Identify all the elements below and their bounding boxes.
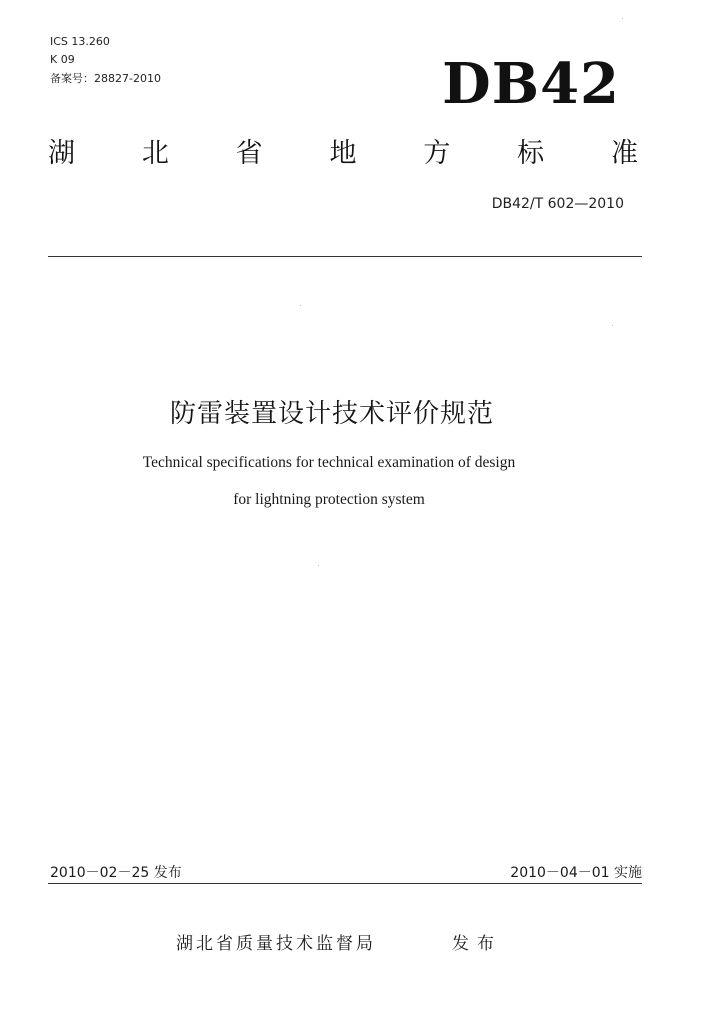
standard-type-char: 湖 bbox=[48, 138, 75, 169]
top-divider bbox=[48, 256, 642, 257]
standard-type-char: 准 bbox=[610, 138, 638, 169]
record-number: 备案号：28827-2010 bbox=[50, 72, 161, 85]
publish-label: 发布 bbox=[452, 934, 502, 954]
scan-speck bbox=[622, 18, 623, 19]
standard-type-char: 省 bbox=[235, 138, 263, 169]
ics-code: ICS 13.260 bbox=[50, 35, 110, 48]
standard-type-char: 地 bbox=[329, 138, 357, 169]
document-title-chinese: 防雷装置设计技术评价规范 bbox=[169, 399, 494, 429]
scan-speck bbox=[318, 565, 319, 566]
standard-number: DB42/T 602—2010 bbox=[491, 196, 624, 212]
standard-type-heading bbox=[48, 137, 638, 171]
bottom-divider bbox=[48, 883, 642, 884]
issue-date: 2010－02－25 发布 bbox=[50, 865, 182, 881]
db42-logo: DB42 bbox=[442, 51, 620, 117]
scan-speck bbox=[612, 325, 613, 326]
document-title-english-line2: for lightning protection system bbox=[233, 491, 425, 508]
publisher-name: 湖北省质量技术监督局 bbox=[176, 934, 376, 954]
document-title-english-line1: Technical specifications for technical examination of design bbox=[142, 454, 516, 471]
effective-date: 2010－04－01 实施 bbox=[510, 865, 642, 881]
scan-speck bbox=[300, 305, 301, 306]
standard-type-char: 标 bbox=[517, 138, 545, 169]
standard-type-char: 北 bbox=[141, 138, 169, 169]
k-code: K 09 bbox=[50, 53, 75, 66]
standard-type-char: 方 bbox=[423, 138, 451, 169]
